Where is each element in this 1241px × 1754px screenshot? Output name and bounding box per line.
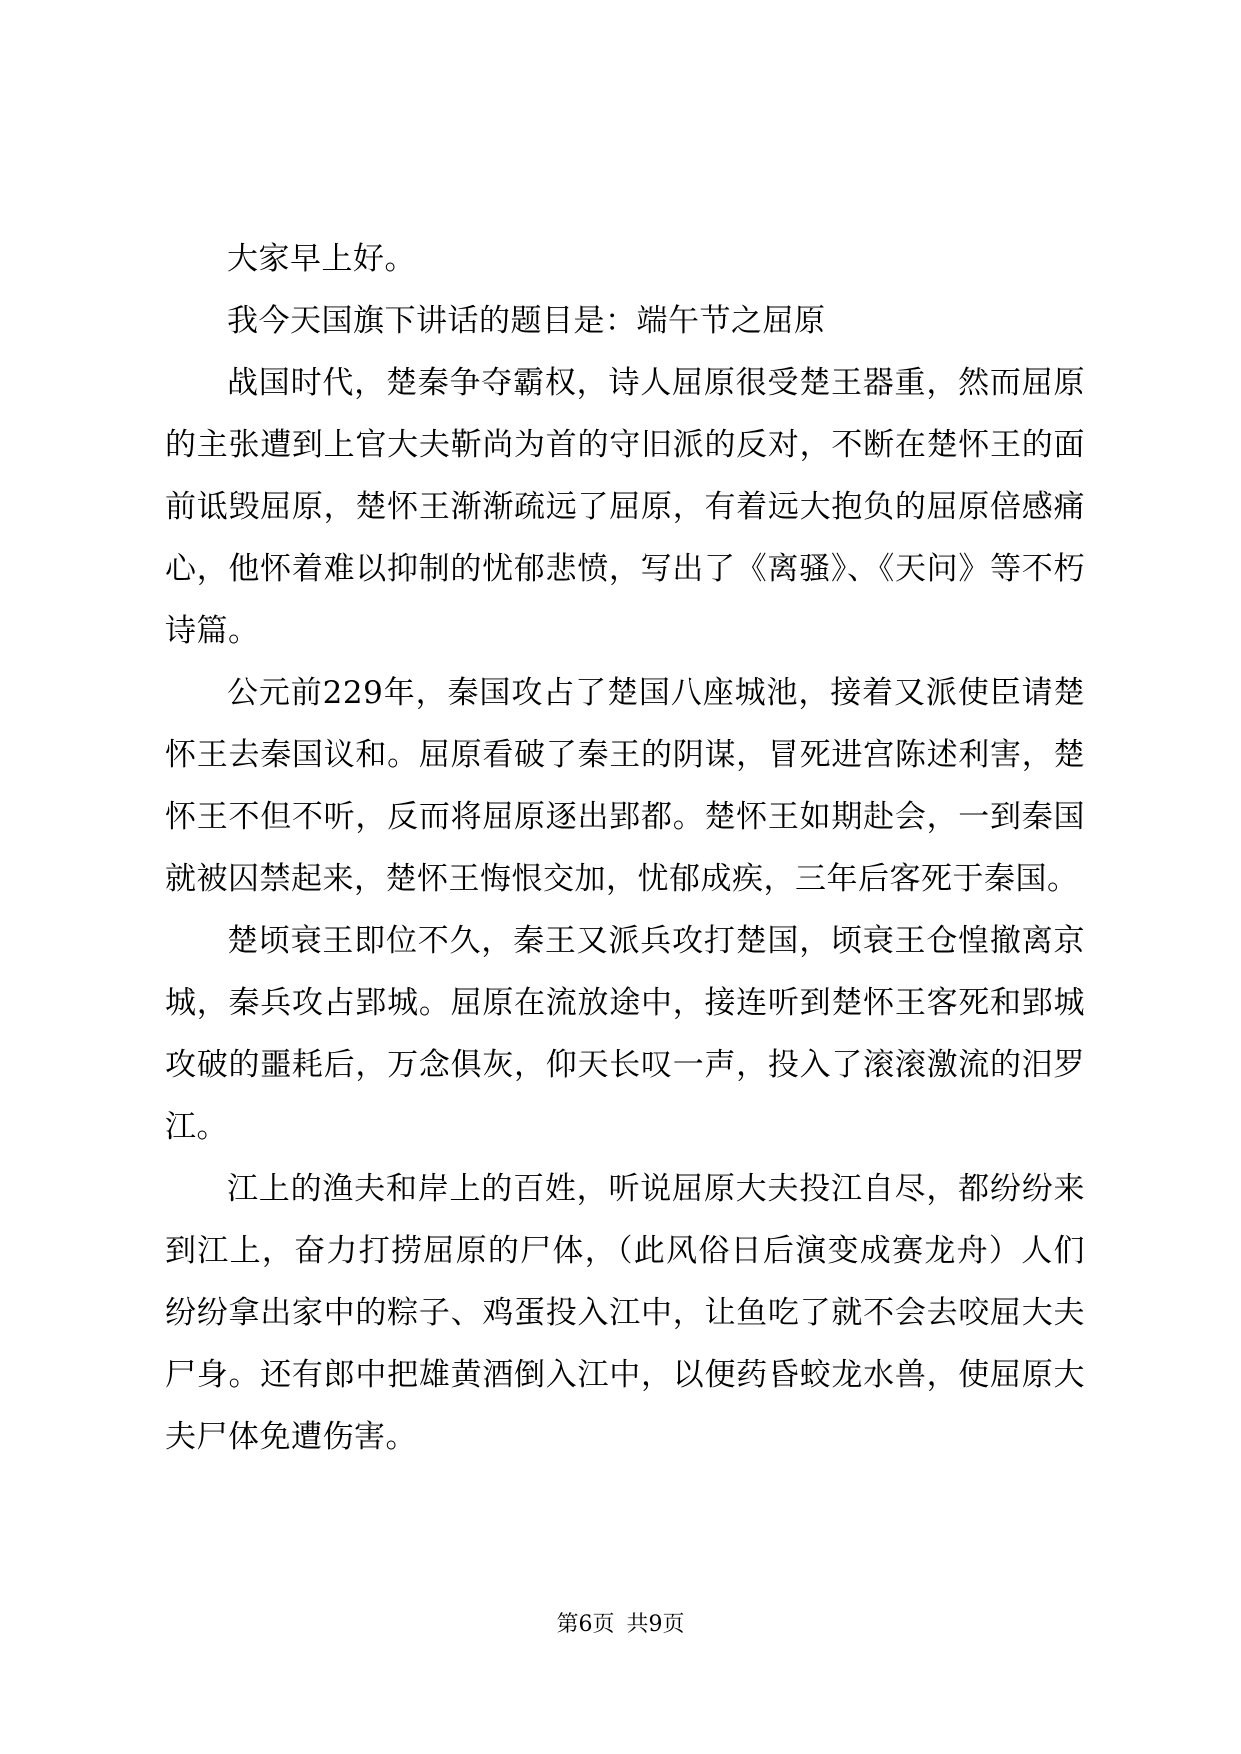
body-paragraph-3: 楚顷衰王即位不久，秦王又派兵攻打楚国，顷衰王仓惶撤离京城，秦兵攻占郢城。屈原在流放途中，接连听到楚怀王客死和郢城攻破的噩耗后，万念俱灰，仰天长叹一声，投入了滚滚激流的汨罗江。 xyxy=(165,923,1085,1145)
body-paragraph-1: 战国时代，楚秦争夺霸权，诗人屈原很受楚王器重，然而屈原的主张遭到上官大夫靳尚为首的守旧派的反对，不断在楚怀王的面前诋毁屈原，楚怀王渐渐疏远了屈原，有着远大抱负的屈原倍感痛心，他怀着难以抑制的忧郁悲愤，写出了《离骚》、《天问》等不朽诗篇。 xyxy=(165,365,1085,649)
page-number-current: 第6页 xyxy=(556,1612,615,1637)
page-footer xyxy=(0,1610,1241,1640)
greeting-paragraph: 大家早上好。 xyxy=(227,241,416,277)
document-body xyxy=(165,228,1085,1468)
body-paragraph-2: 公元前229年，秦国攻占了楚国八座城池，接着又派使臣请楚怀王去秦国议和。屈原看破了秦王的阴谋，冒死进宫陈述利害，楚怀王不但不听，反而将屈原逐出郢都。楚怀王如期赴会，一到秦国就被囚禁起来，楚怀王悔恨交加，忧郁成疾，三年后客死于秦国。 xyxy=(165,675,1085,897)
body-paragraph-4: 江上的渔夫和岸上的百姓，听说屈原大夫投江自尽，都纷纷来到江上，奋力打捞屈原的尸体，（此风俗日后演变成赛龙舟）人们纷纷拿出家中的粽子、鸡蛋投入江中，让鱼吃了就不会去咬屈大夫尸身。还有郎中把雄黄酒倒入江中，以便药昏蛟龙水兽，使屈原大夫尸体免遭伤害。 xyxy=(165,1171,1085,1455)
page-number-total: 共9页 xyxy=(626,1612,685,1637)
speech-title-paragraph: 我今天国旗下讲话的题目是：端午节之屈原 xyxy=(227,303,826,339)
